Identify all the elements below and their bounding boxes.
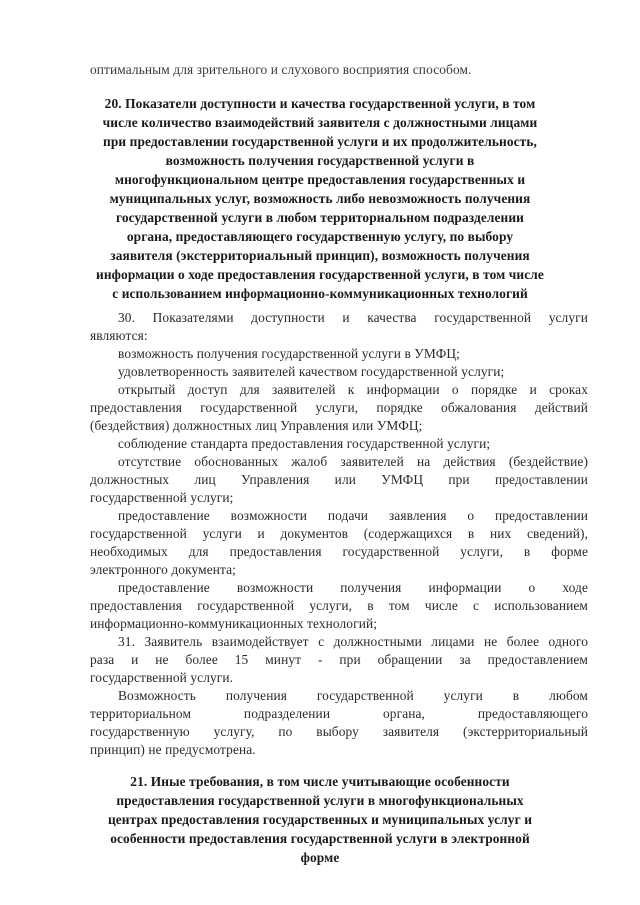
paragraph-line: возможность получения государственной услуги в УМФЦ; [118, 346, 460, 361]
heading-line: многофункциональном центре предоставления государственных и [114, 172, 526, 187]
heading-line: с использованием информационно-коммуникационных технологий [112, 286, 528, 301]
heading-line: 21. Иные требования, в том числе учитывающие особенности [130, 774, 510, 789]
heading-line: центрах предоставления государственных и муниципальных услуг и [107, 812, 533, 827]
paragraph-line: соблюдение стандарта предоставления государственной услуги; [118, 436, 491, 451]
heading-line: форме [300, 850, 340, 865]
paragraph-line: принцип) не предусмотрена. [90, 742, 256, 757]
heading-line: государственной услуги в любом территориальном подразделении [115, 210, 524, 225]
paragraph-line: открытый доступ для заявителей к информации о порядке и сроках [118, 382, 588, 397]
heading-line: заявителя (экстерриториальный принцип), возможность получения [110, 248, 530, 263]
heading-line: муниципальных услуг, возможность либо невозможность получения [109, 191, 531, 206]
paragraph-line: отсутствие обоснованных жалоб заявителей на действия (бездействие) [118, 454, 588, 469]
paragraph-line: 31. Заявитель взаимодействует с должностными лицами не более одного [118, 634, 588, 649]
paragraph-line: удовлетворенность заявителей качеством государственной услуги; [118, 364, 505, 379]
heading-line: особенности предоставления государственной услуги в электронной [110, 831, 530, 846]
heading-line: при предоставлении государственной услуги и их продолжительность, [103, 134, 537, 149]
paragraph-line: государственной услуги и документов (содержащихся в них сведений), [90, 526, 588, 541]
paragraph-line: предоставление возможности подачи заявления о предоставлении [118, 508, 588, 523]
paragraph-line: (бездействия) должностных лиц Управления или УМФЦ; [90, 418, 423, 433]
paragraph-line: необходимых для предоставления государственной услуги, в форме [90, 544, 588, 559]
paragraph-line: информационно-коммуникационных технологий; [90, 616, 378, 631]
heading-line: предоставления государственной услуги в многофункциональных [116, 793, 524, 808]
paragraph-line: раза и не более 15 минут - при обращении за предоставлением [90, 652, 588, 667]
heading-line: числе количество взаимодействий заявителя с должностными лицами [102, 115, 538, 130]
paragraph-line: территориальном подразделении органа, предоставляющего [90, 706, 588, 721]
paragraph-line: являются: [90, 328, 148, 343]
paragraph-line: электронного документа; [90, 562, 237, 577]
heading-line: 20. Показатели доступности и качества государственной услуги, в том [104, 96, 536, 111]
paragraph-line: предоставления государственной услуги, в том числе с использованием [90, 598, 588, 613]
paragraph-line: должностных лиц Управления или УМФЦ при предоставлении [90, 472, 588, 487]
paragraph-line: предоставления государственной услуги, порядке обжалования действий [90, 400, 588, 415]
continuation-line: оптимальным для зрительного и слухового восприятия способом. [90, 62, 472, 77]
heading-line: информации о ходе предоставления государственной услуги, в том числе [96, 267, 544, 282]
heading-line: органа, предоставляющего государственную услугу, по выбору [126, 229, 514, 244]
paragraph-line: предоставление возможности получения информации о ходе [118, 580, 588, 595]
heading-line: возможность получения государственной услуги в [165, 153, 475, 168]
paragraph-line: государственную услугу, по выбору заявителя (экстерриториальный [90, 724, 588, 739]
paragraph-line: 30. Показателями доступности и качества государственной услуги [118, 310, 588, 325]
paragraph-line: государственной услуги; [90, 490, 234, 505]
paragraph-line: Возможность получения государственной услуги в любом [118, 688, 588, 703]
paragraph-line: государственной услуги. [90, 670, 234, 685]
